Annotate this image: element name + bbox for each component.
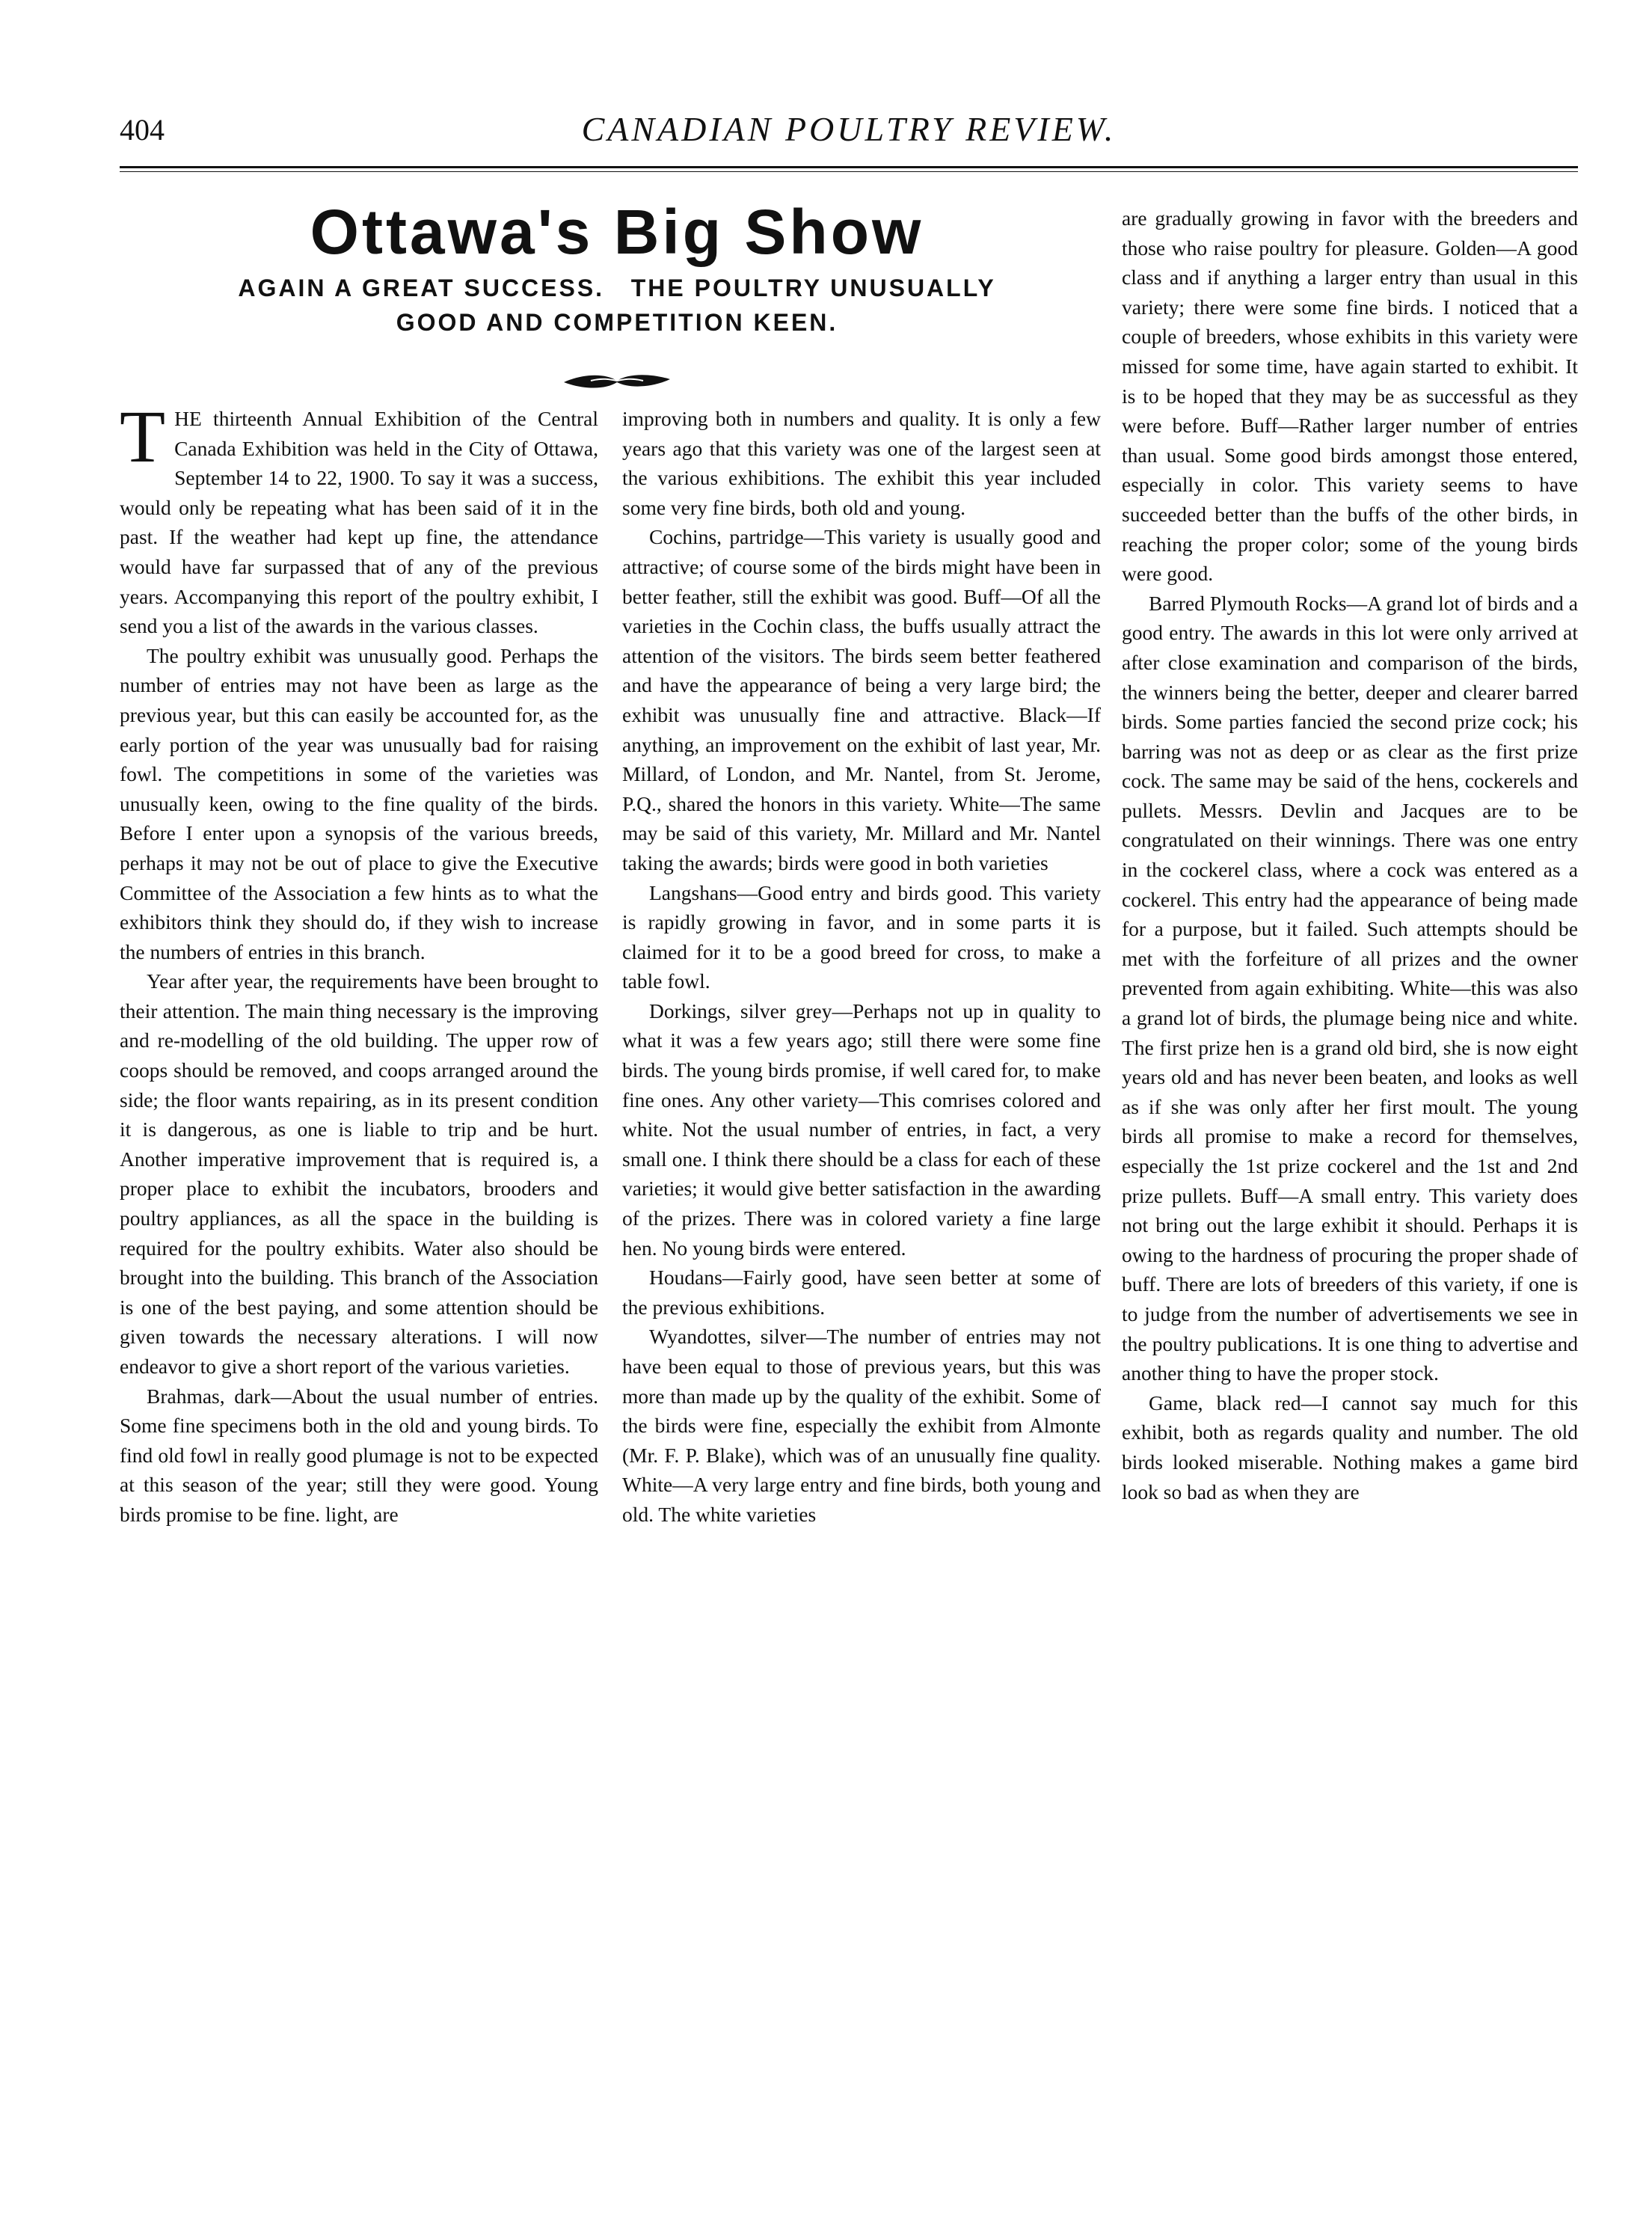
column-2 [622,404,1101,1530]
paragraph: Year after year, the requirements have been brought to their attention. The main thing necessary is the improving and re-modelling of the old building. The upper row of coops should be removed, and coops arranged around the side; the floor wants repairing, as in its present condition it is dangerous, as one is liable to trip and be hurt. Another imperative improvement that is required is, a proper place to exhibit the incubators, brooders and poultry appliances, as all the space in the building is required for the poultry exhibits. Water also should be brought into the building. This branch of the Association is one of the best paying, and some attention should be given towards the necessary alterations. I will now endeavor to give a short report of the various varieties. [120,969,598,1378]
page-header [120,90,1578,157]
column-1 [120,395,598,1530]
paragraph: are gradually growing in favor with the breeders and those who raise poultry for pleasure. Golden—A good class and if anything a larger entry than usual in this variety; there were some fine birds. I noticed that a couple of breeders, whose exhibits in this variety were missed for some time, have again started to exhibit. It is to be hoped that they may be as successful as they were before. Buff—Rather larger number of entries than usual. Some good birds amongst those entered, especially in color. This variety seems to have succeeded better than the buffs of the other birds, in reaching the proper color; some of the young birds were good. [1122,206,1578,586]
paragraph: THE thirteenth Annual Exhibition of the Central Canada Exhibition was held in the City of Ottawa, September 14 to 22, 1900. To say it was a success, would only be repeating what has been said of it in the past. If the weather had kept up fine, the attendance would have far surpassed that of any of the previous years. Accompanying this report of the poultry exhibit, I send you a list of the awards in the various classes. [120,395,598,638]
running-title: CANADIAN POULTRY REVIEW. [581,110,1117,148]
paragraph: Dorkings, silver grey—Perhaps not up in quality to what it was a few years ago; still there were some fine birds. The young birds promise, if well cared for, to make fine ones. Any other variety—This comrises colored and white. Not the usual number of entries, in fact, a very small one. I think there should be a class for each of these varieties; it would give better satisfaction in the awarding of the prizes. There was in colored variety a fine large hen. No young birds were entered. [622,999,1101,1260]
header-rule [120,166,1578,172]
paragraph: Barred Plymouth Rocks—A grand lot of birds and a good entry. The awards in this lot were only arrived at after close examination and comparison of the birds, the winners being the better, deeper and clearer barred birds. Some parties fancied the second prize cock; his barring was not as deep or as clear as the first prize cock. The same may be said of the hens, cockerels and pullets. Messrs. Devlin and Jacques are to be congratulated on their winnings. There was one entry in the cockerel class, where a cock was entered as a cockerel. This entry had the appearance of being made for a purpose, but it failed. Such attempts should be met with the forfeiture of all prizes and the owner prevented from again exhibiting. White—this was also a grand lot of birds, the plumage being nice and white. The first prize hen is a grand old bird, she is now eight years old and has never been beaten, and looks as well as if she was only after her first moult. The young birds all promise to make a record for themselves, especially the 1st prize cockerel and the 1st and 2nd prize pullets. Buff—A small entry. This variety does not bring out the large exhibit it should. Perhaps it is owing to the hardness of procuring the proper shade of buff. There are lots of breeders of this variety, if one is to judge from the number of advertisements we see in the poultry publications. It is one thing to advertise and another thing to have the proper stock. [1122,591,1578,1385]
paragraph: Game, black red—I cannot say much for this exhibit, both as regards quality and number. The old birds looked miserable. Nothing makes a game bird look so bad as when they are [1122,1391,1578,1503]
article-heading [120,196,1114,391]
article-title: Ottawa's Big Show [310,197,924,267]
paragraph: Houdans—Fairly good, have seen better at some of the previous exhibitions. [622,1266,1101,1319]
column-3 [1122,203,1578,1506]
paragraph: Langshans—Good entry and birds good. This variety is rapidly growing in favor, and in some parts it is claimed for it to be a good breed for cross, to make a table fowl. [622,880,1101,993]
paragraph: Brahmas, dark—About the usual number of entries. Some fine specimens both in the old and young birds. To find old fowl in really good plumage is not to be expected at this season of the year; still they were good. Young birds promise to be fine. light, are [120,1384,598,1526]
page-number: 404 [120,113,165,147]
paragraph: improving both in numbers and quality. It is only a few years ago that this variety was one of the largest seen at the various exhibitions. The exhibit this year included some very fine birds, both old and young. [622,407,1101,519]
paragraph: Cochins, partridge—This variety is usually good and attractive; of course some of the birds might have been in better feather, still the exhibit was good. Buff—Of all the varieties in the Cochin class, the buffs usually attract the attention of the visitors. The birds seem better feathered and have the appearance of being a very large bird; the exhibit was unusually fine and attractive. Black—If anything, an improvement on the exhibit of last year, Mr. Millard, of London, and Mr. Nantel, from St. Jerome, P.Q., shared the honors in this variety. White—The same may be said of this variety, Mr. Millard and Mr. Nantel taking the awards; birds were good in both varieties [622,525,1101,874]
ornament-divider [561,370,673,391]
drop-cap: T [120,395,166,478]
paragraph: The poultry exhibit was unusually good. Perhaps the number of entries may not have been as large as the previous year, but this can easily be accounted for, as the early portion of the year was unusually bad for raising fowl. The competitions in some of the varieties was unusually keen, owing to the fine quality of the birds. Before I enter upon a synopsis of the various breeds, perhaps it may not be out of place to give the Executive Committee of the Association a few hints as to what the exhibitors think they should do, if they wish to increase the numbers of entries in this branch. [120,643,598,963]
paragraph: Wyandottes, silver—The number of entries may not have been equal to those of previous years, but this was more than made up by the quality of the exhibit. Some of the birds were fine, especially the exhibit from Almonte (Mr. F. P. Blake), which was of an unusually fine quality. White—A very large entry and fine birds, both young and old. The white varieties [622,1325,1101,1526]
article-subtitle-line2: GOOD AND COMPETITION KEEN. [396,309,838,336]
article-subtitle-line1: AGAIN A GREAT SUCCESS. THE POULTRY UNUSUALLY [238,275,996,301]
